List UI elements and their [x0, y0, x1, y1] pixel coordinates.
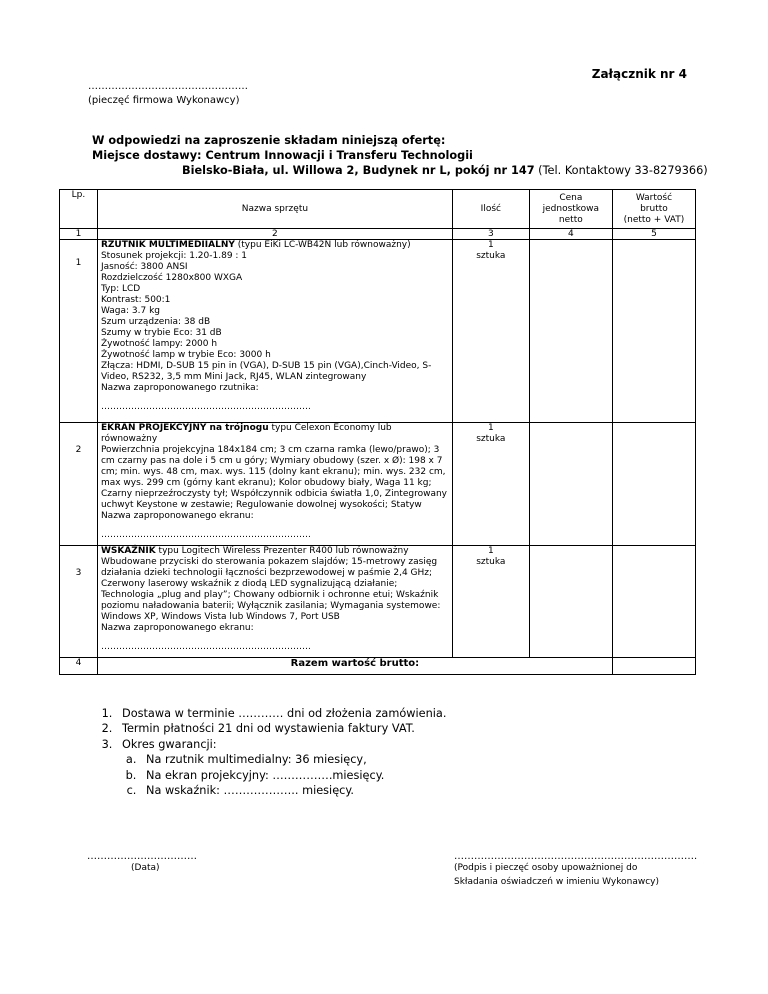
item-spec-line: Waga: 3.7 kg — [100, 306, 161, 316]
item-title-bold: WSKAŹNIK — [100, 546, 156, 556]
item-spec-line: Czerwony laserowy wskaźnik z diodą LED sygnalizującą działanie; — [100, 579, 398, 589]
intro-line-2: Miejsce dostawy: Centrum Innowacji i Transferu Technologii — [92, 149, 473, 162]
column-number-row — [60, 229, 696, 240]
summary-lp: 4 — [60, 658, 98, 675]
item-spec-line: Żywotność lampy: 2000 h — [100, 339, 218, 349]
item-spec-line: Jasność: 3800 ANSI — [100, 262, 188, 272]
item-spec-line: Szumy w trybie Eco: 31 dB — [100, 328, 222, 338]
row-total-cell[interactable] — [612, 423, 695, 546]
term-warranty — [116, 737, 446, 799]
row-lp: 3 — [60, 546, 98, 658]
item-spec-line: Złącza: HDMI, D-SUB 15 pin in (VGA), D-SUB 15 pin (VGA),Cinch-Video, S- — [100, 361, 432, 371]
row-qty — [452, 423, 529, 546]
item-title — [101, 546, 449, 557]
row-description — [97, 546, 452, 658]
delivery-address: Bielsko-Biała, ul. Willowa 2, Budynek nr L, pokój nr 147 — [182, 164, 535, 177]
item-spec-line: cm czarny pas na dole i 5 cm u góry; Wymiary obudowy (szer. x Ø): 198 x 7 — [100, 456, 443, 466]
item-spec-line: Powierzchnia projekcyjna 184x184 cm; 3 cm czarna ramka (lewo/prawo); 3 — [100, 445, 440, 455]
term-payment: 2. Termin płatności 21 dni od wystawienia faktury VAT. — [116, 721, 446, 736]
item-spec-line: Szum urządzenia: 38 dB — [100, 317, 211, 327]
row-unit-price-cell[interactable] — [529, 546, 612, 658]
header-qty: Ilość — [452, 190, 529, 229]
date-field[interactable]: …………………………… — [87, 851, 197, 862]
qty-unit: sztuka — [476, 251, 506, 261]
qty-value: 1 — [487, 546, 494, 556]
header-unit-price — [529, 190, 612, 229]
item-spec-line: Stosunek projekcji: 1.20-1.89 : 1 — [100, 251, 248, 261]
header-total — [612, 190, 695, 229]
intro-block — [92, 133, 708, 178]
column-number: 3 — [452, 229, 529, 240]
item-spec-line: Windows XP, Windows Vista lub Windows 7, Port USB — [100, 612, 340, 622]
row-lp: 2 — [60, 423, 98, 546]
header-lp: Lp. — [60, 190, 98, 229]
item-spec-line: Nazwa zaproponowanego rzutnika: — [100, 383, 259, 393]
qty-value: 1 — [487, 423, 494, 433]
term-delivery: 1. Dostawa w terminie ………… dni od złożenia zamówienia. — [116, 706, 446, 721]
signature-label-line: Składania oświadczeń w imieniu Wykonawcy) — [454, 877, 659, 887]
annex-label: Załącznik nr 4 — [591, 67, 687, 81]
item-spec-line: Rozdzielczość 1280x800 WXGA — [100, 273, 243, 283]
row-lp: 1 — [60, 240, 98, 423]
header-unit-price-line: Cena — [559, 192, 583, 203]
item-title-bold: EKRAN PROJEKCYJNY na trójnogu — [100, 423, 269, 433]
warranty-screen: b. Na ekran projekcyjny: …………….miesięcy. — [140, 768, 446, 783]
item-title-rest: typu Celexon Economy lub — [268, 423, 392, 433]
column-number: 1 — [60, 229, 98, 240]
item-spec-line: poziomu naładowania baterii; Wyłącznik zasilania; Wymagania systemowe: — [100, 601, 441, 611]
header-total-line: brutto — [640, 203, 668, 214]
row-qty — [452, 546, 529, 658]
row-total-cell[interactable] — [612, 240, 695, 423]
summary-row — [60, 658, 696, 675]
item-title — [101, 240, 449, 251]
row-unit-price-cell[interactable] — [529, 423, 612, 546]
delivery-phone: (Tel. Kontaktowy 33-8279366) — [534, 164, 708, 177]
table-header-row — [60, 190, 696, 229]
item-spec-line: działania dzieki technologii łączności bezprzewodowej w paśmie 2,4 GHz; — [100, 568, 433, 578]
signature-label-line: (Podpis i pieczęć osoby upoważnionej do — [454, 863, 638, 873]
term-warranty-label: Okres gwarancji: — [122, 737, 217, 751]
stamp-label: (pieczęć firmowa Wykonawcy) — [88, 95, 240, 106]
table-row — [60, 240, 696, 423]
column-number: 4 — [529, 229, 612, 240]
warranty-projector: a. Na rzutnik multimedialny: 36 miesięcy, — [140, 752, 446, 767]
item-title-bold: RZUTNIK MULTIMEDIIALNY — [100, 240, 235, 250]
item-title-rest: typu Logitech Wireless Prezenter R400 lub równoważny — [155, 546, 409, 556]
table-row — [60, 546, 696, 658]
item-spec-line: max wys. 299 cm (górny kant ekranu); Kolor obudowy biały, Waga 11 kg; — [100, 478, 432, 488]
intro-line-3 — [92, 163, 708, 178]
warranty-list — [122, 752, 446, 798]
item-title-rest: (typu EiKi LC-WB42N lub równoważny) — [234, 240, 411, 250]
row-qty — [452, 240, 529, 423]
summary-label: Razem wartość brutto: — [97, 658, 612, 675]
terms-list — [96, 706, 446, 798]
header-name: Nazwa sprzętu — [97, 190, 452, 229]
header-total-line: Wartość — [635, 192, 673, 203]
column-number: 5 — [612, 229, 695, 240]
header-unit-price-line: jednostkowa — [542, 203, 600, 214]
header-total-line: (netto + VAT) — [623, 214, 685, 225]
item-spec-line: Żywotność lamp w trybie Eco: 3000 h — [100, 350, 271, 360]
item-spec-line: Nazwa zaproponowanego ekranu: — [100, 511, 254, 521]
proposed-name-field[interactable]: ……………………………………………………………. — [100, 530, 311, 540]
item-spec-line: Kontrast: 500:1 — [100, 295, 171, 305]
item-spec-line: równoważny — [100, 434, 158, 444]
item-spec-line: Technologia „plug and play”; Chowany odbiornik i ochronne etui; Wskaźnik — [100, 590, 439, 600]
row-total-cell[interactable] — [612, 546, 695, 658]
item-spec-line: cm; min. wys. 48 cm, max. wys. 115 (dolny kant ekranu); min. wys. 232 cm, — [100, 467, 446, 477]
row-description — [97, 240, 452, 423]
date-label: (Data) — [131, 863, 160, 873]
item-spec-line: uchwyt Keystone w zestawie; Regulowanie dowolnej wysokości; Statyw — [100, 500, 422, 510]
proposed-name-field[interactable]: ……………………………………………………………. — [100, 402, 311, 412]
item-title — [101, 423, 449, 434]
item-spec-line: Typ: LCD — [100, 284, 141, 294]
signature-label — [454, 861, 659, 889]
item-spec-line: Video, RS232, 3,5 mm Mini Jack, RJ45, WLAN zintegrowany — [100, 372, 367, 382]
table-row — [60, 423, 696, 546]
qty-unit: sztuka — [476, 557, 506, 567]
column-number: 2 — [97, 229, 452, 240]
proposed-name-field[interactable]: ……………………………………………………………. — [100, 642, 311, 652]
qty-unit: sztuka — [476, 434, 506, 444]
summary-total-cell[interactable] — [612, 658, 695, 675]
row-description — [97, 423, 452, 546]
header-unit-price-line: netto — [558, 214, 583, 225]
stamp-placeholder-dots: ………………………………………… — [88, 81, 248, 92]
item-spec-line: Nazwa zaproponowanego ekranu: — [100, 623, 254, 633]
item-spec-line: Wbudowane przyciski do sterowania pokazem slajdów; 15-metrowy zasięg — [100, 557, 438, 567]
item-spec-line: Czarny nieprzeźroczysty tył; Współczynnik odbicia światła 1,0, Zintegrowany — [100, 489, 447, 499]
signature-field[interactable]: ………………………………………………………………. — [454, 851, 698, 862]
intro-line-1: W odpowiedzi na zaproszenie składam niniejszą ofertę: — [92, 134, 446, 147]
row-unit-price-cell[interactable] — [529, 240, 612, 423]
warranty-pointer: c. Na wskaźnik: ……………….. miesięcy. — [140, 783, 446, 798]
offer-table — [59, 189, 696, 675]
qty-value: 1 — [487, 240, 494, 250]
